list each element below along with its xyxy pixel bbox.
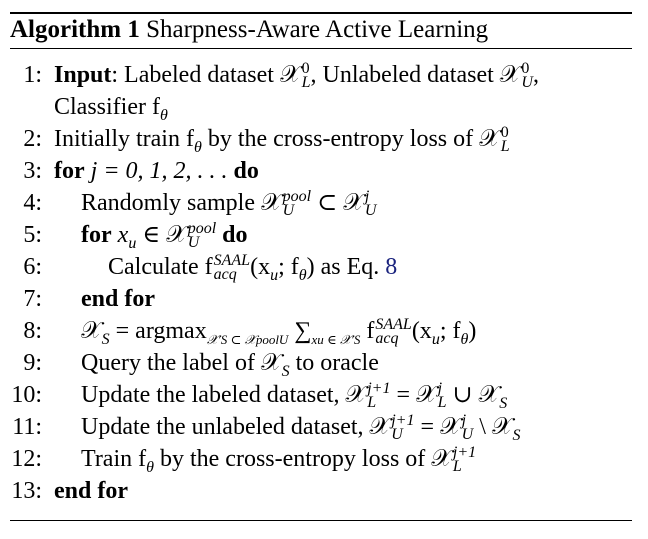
caption-rule (10, 48, 632, 49)
line-number: 10: (11, 382, 42, 408)
math-script (462, 414, 474, 442)
math-sup: 0 (500, 124, 509, 142)
step-line-3 (10, 155, 632, 187)
step-line-7 (10, 283, 632, 315)
step-fragment: Query the label of 𝒳 (81, 350, 282, 376)
line-number: 2: (23, 126, 42, 152)
step-text (81, 283, 155, 315)
step-fragment: (x (250, 254, 271, 280)
math-sub: U (282, 202, 295, 220)
math-sub: S (101, 330, 110, 348)
step-fragment: , Unlabeled dataset 𝒳 (310, 62, 521, 88)
step-fragment: Calculate f (108, 254, 213, 280)
step-fragment: ; f (278, 254, 299, 280)
line-number: 1: (23, 62, 42, 88)
step-line-6 (10, 251, 632, 283)
line-number: 6: (23, 254, 42, 280)
step-line-2 (10, 123, 632, 155)
line-number: 3: (23, 158, 42, 184)
step-line-9 (10, 347, 632, 379)
step-text (54, 123, 510, 155)
step-text (54, 475, 128, 507)
step-line-1 (10, 59, 632, 91)
step-fragment: ∈ 𝒳 (136, 222, 187, 248)
math-sub: u (128, 234, 137, 252)
math-sub: S (281, 362, 290, 380)
step-text (81, 443, 476, 475)
algorithm-caption (10, 14, 632, 46)
math-sub: L (437, 394, 447, 412)
step-line-5 (10, 219, 632, 251)
step-text (81, 347, 379, 379)
step-fragment: by the cross-entropy loss of 𝒳 (153, 446, 452, 472)
step-line-12 (10, 443, 632, 475)
math-sup: SAAL (213, 252, 251, 270)
math-script (365, 190, 377, 218)
line-number: 8: (23, 318, 42, 344)
math-script (521, 62, 533, 90)
math-script (391, 414, 414, 442)
step-fragment: Update the unlabeled dataset, 𝒳 (81, 414, 391, 440)
math-sub: u (270, 266, 279, 284)
step-fragment: = argmax (109, 318, 207, 344)
math-script (367, 382, 390, 410)
step-fragment: x (111, 222, 129, 248)
step-line-11 (10, 411, 632, 443)
step-fragment: Classifier f (54, 94, 160, 120)
math-sub: U (187, 234, 200, 252)
equation-link[interactable]: 8 (385, 254, 398, 280)
math-sub: L (301, 74, 311, 92)
keyword-do: do (216, 222, 248, 248)
step-fragment: : Labeled dataset 𝒳 (111, 62, 301, 88)
math-sub: θ (146, 458, 154, 476)
step-fragment: \ 𝒳 (473, 414, 513, 440)
step-text (54, 59, 539, 91)
step-text (108, 251, 397, 283)
step-fragment: Randomly sample 𝒳 (81, 190, 282, 216)
bottom-rule (10, 520, 632, 521)
keyword-input: Input (54, 62, 112, 88)
math-sup: pool (282, 188, 312, 206)
line-number: 13: (11, 478, 42, 504)
math-sub: S (499, 394, 508, 412)
step-text (81, 219, 248, 251)
step-fragment: 𝒳 (81, 318, 102, 344)
keyword-do: do (233, 158, 259, 184)
step-fragment: ) as Eq. (306, 254, 386, 280)
math-sup: j+1 (391, 412, 415, 430)
step-text (81, 411, 521, 443)
keyword-for: for (54, 158, 85, 184)
math-sup: j (437, 380, 443, 398)
math-sub: θ (298, 266, 307, 284)
line-number: 9: (23, 350, 42, 376)
math-script (302, 62, 311, 90)
step-fragment: ; f (439, 318, 461, 344)
step-fragment: ) (468, 318, 477, 344)
step-line-4 (10, 187, 632, 219)
step-line-1-cont (10, 91, 632, 123)
math-sub: acq (375, 330, 399, 348)
step-text (54, 91, 168, 123)
step-fragment: Update the labeled dataset, 𝒳 (81, 382, 367, 408)
line-number: 12: (11, 446, 42, 472)
math-sub: L (500, 138, 510, 156)
step-fragment: to oracle (289, 350, 379, 376)
math-script (438, 382, 447, 410)
math-script (188, 222, 216, 250)
math-sub: θ (159, 106, 168, 124)
step-fragment: = 𝒳 (390, 382, 437, 408)
math-sub: L (367, 394, 377, 412)
step-line-10 (10, 379, 632, 411)
math-sub: U (364, 202, 377, 220)
math-sup: pool (187, 220, 217, 238)
math-sub: S (512, 426, 521, 444)
math-sup: j+1 (367, 380, 391, 398)
keyword-for: for (81, 222, 112, 248)
math-script (501, 126, 510, 154)
algorithm-title: Sharpness-Aware Active Learning (146, 16, 489, 43)
algorithm-label: Algorithm 1 (10, 16, 140, 43)
line-number: 5: (23, 222, 42, 248)
step-fragment: , (532, 62, 539, 88)
step-fragment: by the cross-entropy loss of 𝒳 (201, 126, 500, 152)
math-sub: xu ∈ 𝒳′S (311, 331, 361, 347)
math-script (375, 318, 411, 346)
step-text (81, 187, 376, 219)
math-sub: acq (213, 266, 237, 284)
keyword-end-for: end for (54, 478, 128, 504)
step-fragment: ∪ 𝒳 (446, 382, 500, 408)
keyword-end-for: end for (81, 286, 155, 312)
step-fragment: f (360, 318, 375, 344)
math-script (214, 254, 250, 282)
math-sup: SAAL (375, 316, 412, 334)
step-text (81, 315, 476, 347)
math-sub: U (461, 426, 474, 444)
line-number: 11: (12, 414, 42, 440)
math-sup: j+1 (452, 444, 477, 462)
math-script (283, 190, 311, 218)
step-fragment: ∑ (288, 318, 312, 344)
math-sup: j (461, 412, 467, 430)
math-sub: 𝒳′S ⊂ 𝒳poolU (206, 331, 289, 347)
math-sub: U (521, 74, 533, 92)
step-fragment: (x (411, 318, 432, 344)
step-text (81, 379, 507, 411)
step-line-13 (10, 475, 632, 507)
math-sub: θ (193, 138, 202, 156)
math-sup: 0 (521, 60, 530, 78)
math-sup: j (364, 188, 370, 206)
math-sup: 0 (301, 60, 310, 78)
step-text (54, 155, 259, 187)
step-fragment: j = 0, 1, 2, . . . (84, 158, 234, 184)
step-fragment: Initially train f (54, 126, 194, 152)
math-sub: u (431, 330, 440, 348)
line-number: 4: (23, 190, 42, 216)
math-sub: U (391, 426, 403, 444)
step-fragment: Train f (81, 446, 147, 472)
line-number: 7: (23, 286, 42, 312)
math-script (453, 446, 476, 474)
math-sub: θ (460, 330, 469, 348)
step-fragment: ⊂ 𝒳 (311, 190, 364, 216)
step-fragment: = 𝒳 (414, 414, 461, 440)
math-sub: L (452, 458, 462, 476)
step-line-8 (10, 315, 632, 347)
